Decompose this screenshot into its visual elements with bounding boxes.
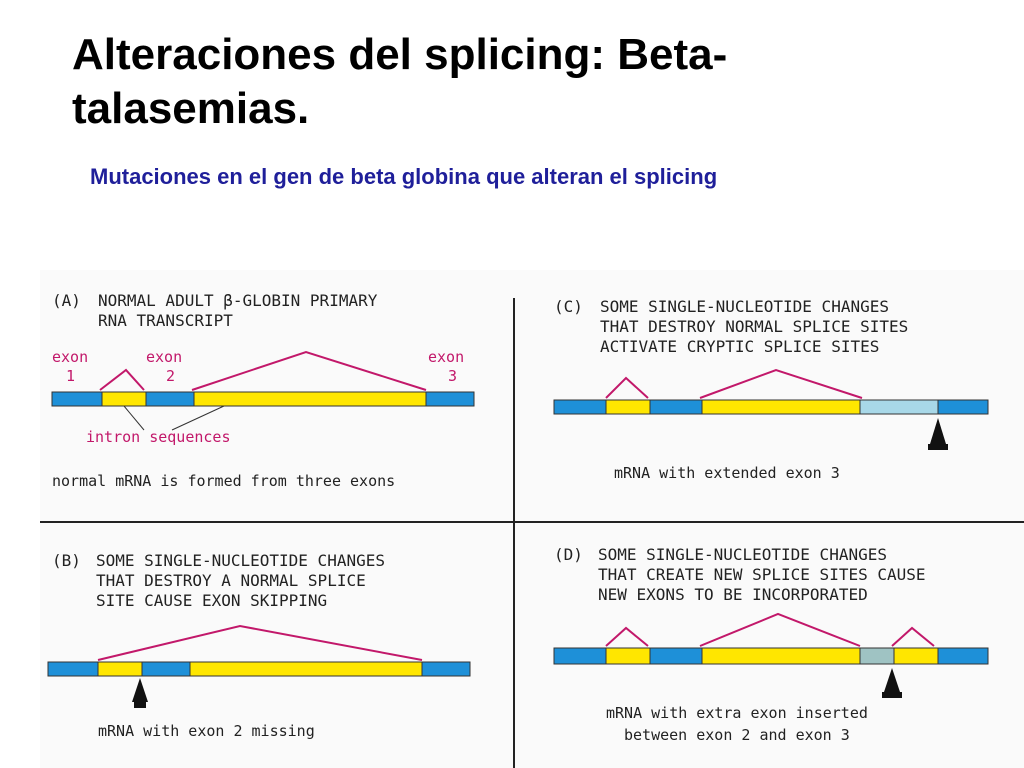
intron-pointer-1 (124, 406, 144, 430)
intron-1 (606, 400, 650, 414)
intron-1 (98, 662, 142, 676)
intron-2 (702, 400, 860, 414)
panel-d-header-line2: THAT CREATE NEW SPLICE SITES CAUSE (598, 565, 926, 584)
splice-arc-a1 (100, 370, 144, 390)
exon1-label-word: exon (52, 348, 89, 366)
mutation-marker-base (134, 702, 146, 708)
mutation-marker-base (928, 444, 948, 450)
exon-2 (650, 400, 702, 414)
panel-a-header-line2: RNA TRANSCRIPT (98, 311, 233, 330)
intron-1 (606, 648, 650, 664)
new-exon (860, 648, 894, 664)
panel-a-caption: normal mRNA is formed from three exons (52, 472, 396, 490)
splice-arc-d3 (892, 628, 934, 646)
intron-2b (894, 648, 938, 664)
intron-2 (190, 662, 422, 676)
exon-3 (422, 662, 470, 676)
exon2-label-word: exon (146, 348, 183, 366)
exon-2 (650, 648, 702, 664)
splice-arc-c2 (700, 370, 862, 398)
splice-arc-a2 (192, 352, 426, 390)
panel-c-caption: mRNA with extended exon 3 (614, 464, 840, 482)
exon-1 (554, 648, 606, 664)
panel-d (554, 545, 988, 744)
panel-c-header-line2: THAT DESTROY NORMAL SPLICE SITES (600, 317, 909, 336)
panel-b-header-line1: SOME SINGLE-NUCLEOTIDE CHANGES (96, 551, 385, 570)
panel-d-header-line3: NEW EXONS TO BE INCORPORATED (598, 585, 868, 604)
exon3-label-word: exon (428, 348, 465, 366)
panel-b-header-line3: SITE CAUSE EXON SKIPPING (96, 591, 328, 610)
panel-a (52, 291, 474, 490)
splice-arc-d2 (700, 614, 860, 646)
slide-subtitle: Mutaciones en el gen de beta globina que alteran el splicing (90, 164, 718, 189)
panel-d-caption-line2: between exon 2 and exon 3 (624, 726, 850, 744)
panel-d-caption-line1: mRNA with extra exon inserted (606, 704, 868, 722)
exon-2 (146, 392, 194, 406)
mutation-marker-icon (132, 678, 148, 702)
panel-a-header-line1: NORMAL ADULT β-GLOBIN PRIMARY (98, 291, 378, 310)
splicing-figure (40, 270, 1024, 768)
slide-title (72, 28, 872, 136)
exon-1 (52, 392, 102, 406)
slide-title-line2: talasemias. (72, 84, 310, 133)
mutation-marker-base (882, 692, 902, 698)
panel-d-header-line1: SOME SINGLE-NUCLEOTIDE CHANGES (598, 545, 887, 564)
intron-2 (194, 392, 426, 406)
splice-arc-c1 (606, 378, 648, 398)
intron-1 (102, 392, 146, 406)
exon-3 (938, 648, 988, 664)
panel-d-tag: (D) (554, 545, 583, 564)
exon-1 (554, 400, 606, 414)
exon-3 (938, 400, 988, 414)
cryptic-extension (860, 400, 938, 414)
panel-b (48, 551, 470, 740)
intron-sequences-label: intron sequences (86, 428, 231, 446)
exon3-label-num: 3 (448, 367, 458, 385)
exon-1 (48, 662, 98, 676)
slide-title-line1: Alteraciones del splicing: Beta- (72, 30, 728, 79)
exon-2 (142, 662, 190, 676)
panel-c (554, 297, 988, 482)
panel-a-tag: (A) (52, 291, 81, 310)
panel-c-header-line1: SOME SINGLE-NUCLEOTIDE CHANGES (600, 297, 889, 316)
splice-arc-b (98, 626, 422, 660)
mutation-marker-icon (884, 668, 900, 692)
intron-2a (702, 648, 860, 664)
exon2-label-num: 2 (166, 367, 176, 385)
splicing-diagram (40, 270, 1024, 768)
splice-arc-d1 (606, 628, 648, 646)
panel-c-tag: (C) (554, 297, 583, 316)
panel-b-header-line2: THAT DESTROY A NORMAL SPLICE (96, 571, 366, 590)
panel-c-header-line3: ACTIVATE CRYPTIC SPLICE SITES (600, 337, 880, 356)
mutation-marker-icon (930, 418, 946, 444)
panel-b-caption: mRNA with exon 2 missing (98, 722, 315, 740)
panel-b-tag: (B) (52, 551, 81, 570)
exon-3 (426, 392, 474, 406)
intron-pointer-2 (172, 406, 224, 430)
exon1-label-num: 1 (66, 367, 76, 385)
